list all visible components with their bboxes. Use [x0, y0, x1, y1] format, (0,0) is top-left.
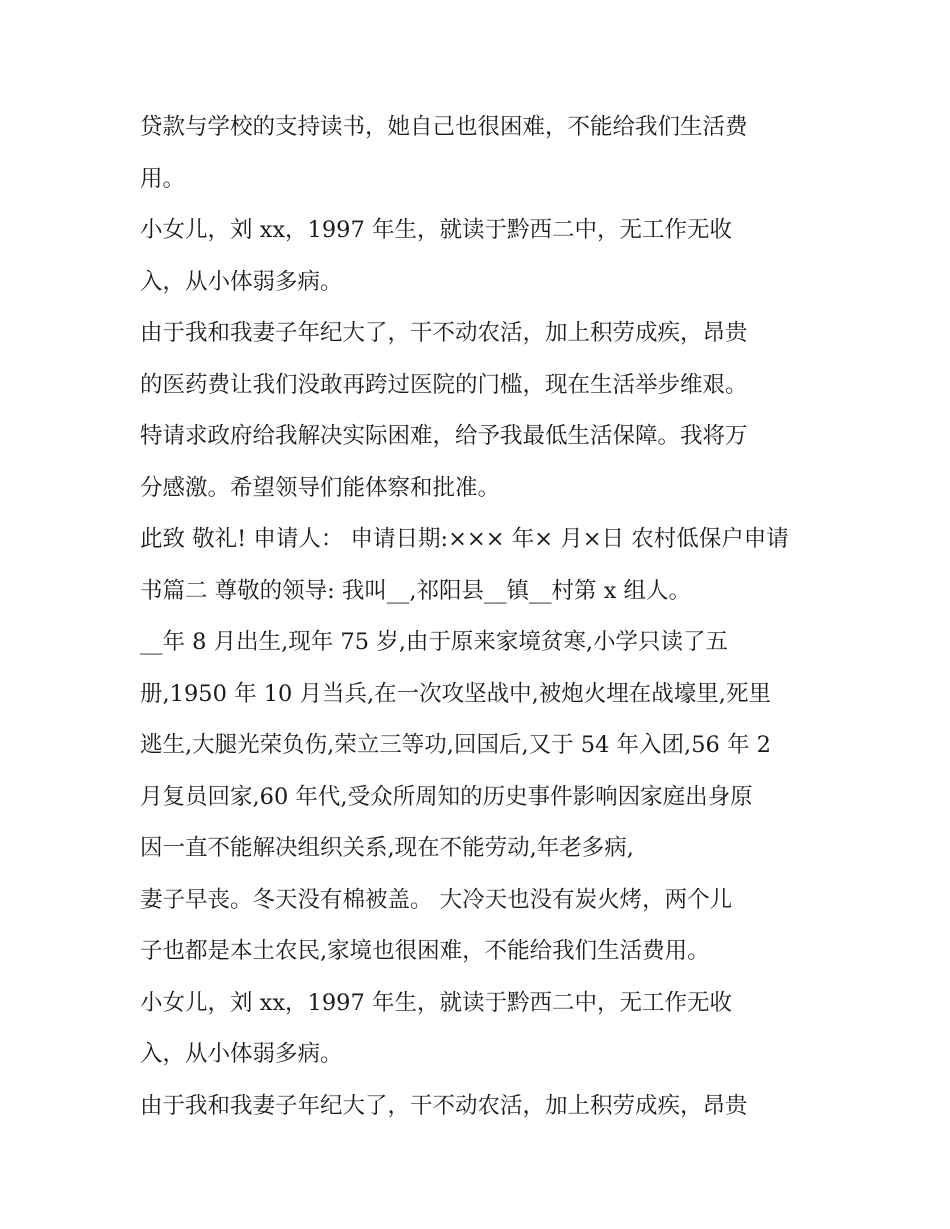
text-line: 子也都是本土农民,家境也很困难，不能给我们生活费用。 [140, 938, 710, 964]
text-line: 由于我和我妻子年纪大了，干不动农活，加上积劳成疾，昂贵 [140, 320, 748, 346]
text-line: 由于我和我妻子年纪大了，干不动农活，加上积劳成疾，昂贵 [140, 1092, 748, 1119]
text-line: 因一直不能解决组织关系,现在不能劳动,年老多病, [140, 835, 634, 861]
text-line: 的医药费让我们没敢再跨过医院的门槛，现在生活举步维艰。 [140, 371, 748, 398]
text-line: 逃生,大腿光荣负伤,荣立三等功,回国后,又于 54 年入团,56 年 2 [140, 732, 771, 758]
text-line: 入，从小体弱多病。 [140, 268, 343, 295]
text-line: 此致 敬礼! 申请人： 申请日期:××× 年× 月×日 农村低保户申请 [140, 526, 789, 552]
text-line: 月复员回家,60 年代,受众所周知的历史事件影响因家庭出身原 [140, 783, 753, 810]
text-line: __年 8 月出生,现年 75 岁,由于原来家境贫寒,小学只读了五 [140, 629, 729, 655]
document-body [140, 102, 820, 1132]
text-line: 特请求政府给我解决实际困难，给予我最低生活保障。我将万 [140, 423, 748, 449]
text-line: 书篇二 尊敬的领导: 我叫__,祁阳县__镇__村第 x 组人。 [140, 577, 692, 604]
text-line: 分感激。希望领导们能体察和批准。 [140, 474, 501, 501]
text-line: 贷款与学校的支持读书，她自己也很困难，不能给我们生活费 [140, 114, 748, 140]
text-line: 小女儿，刘 xx，1997 年生，就读于黔西二中，无工作无收 [140, 989, 732, 1016]
text-line: 用。 [140, 165, 186, 192]
text-line: 妻子早丧。冬天没有棉被盖。 大冷天也没有炭火烤，两个儿 [140, 886, 733, 913]
text-line: 小女儿，刘 xx，1997 年生，就读于黔西二中，无工作无收 [140, 217, 732, 243]
text-line: 入，从小体弱多病。 [140, 1041, 343, 1067]
text-line: 册,1950 年 10 月当兵,在一次攻坚战中,被炮火埋在战壕里,死里 [140, 680, 771, 707]
